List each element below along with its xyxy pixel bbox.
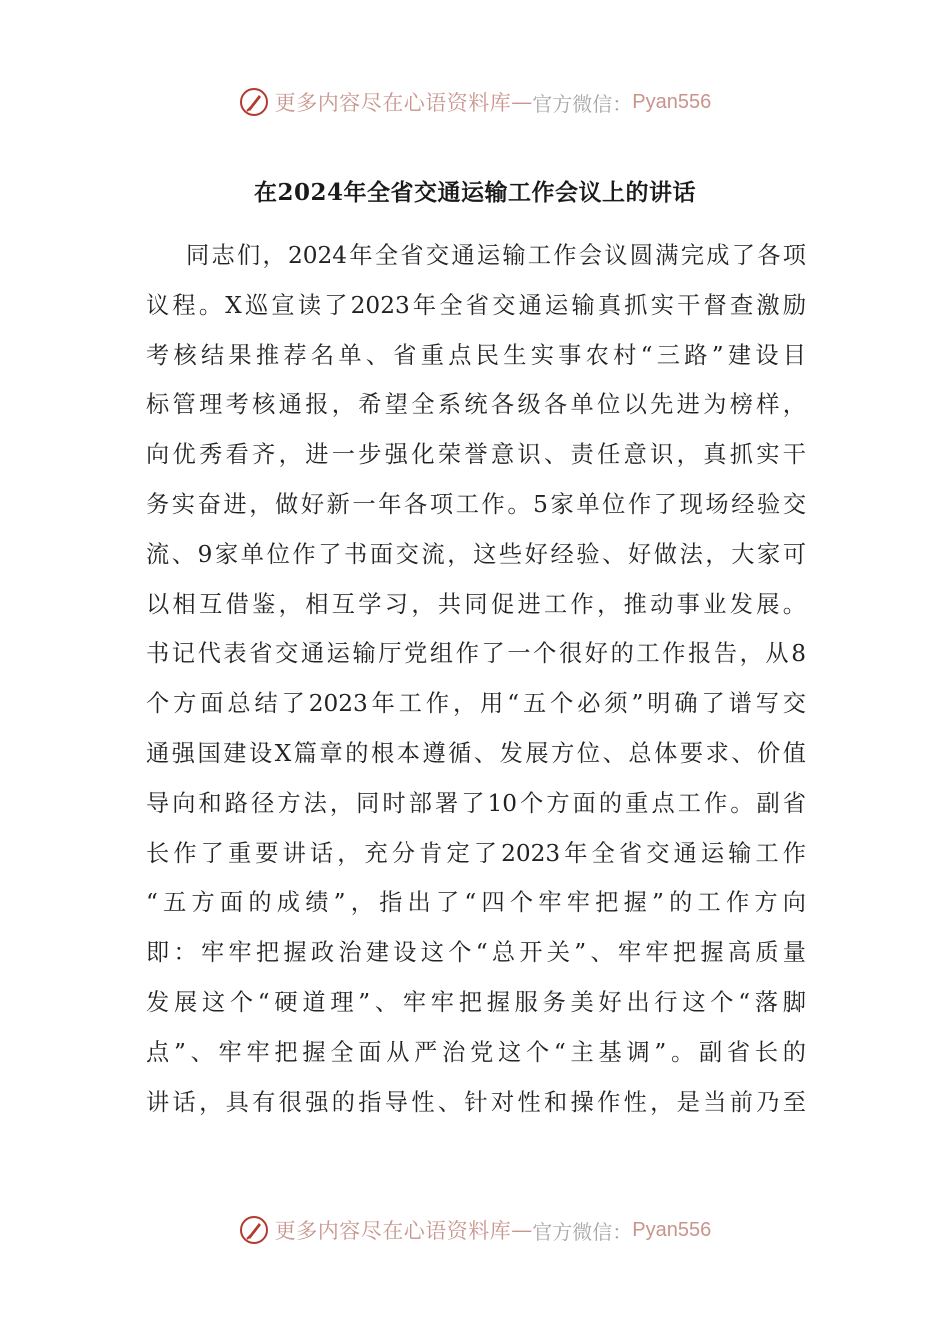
body-line: 向优秀看齐，进一步强化荣誉意识、责任意识，真抓实干 <box>146 441 806 469</box>
watermark-wechat-id: Pyan556 <box>632 1218 712 1241</box>
document-title: 在2024年全省交通运输工作会议上的讲话 <box>253 179 696 206</box>
body-line: 通强国建设X篇章的根本遵循、发展方位、总体要求、价值 <box>146 739 806 767</box>
body-line: 发展这个“硬道理”、牢牢把握服务美好出行这个“落脚 <box>146 988 806 1016</box>
watermark-wechat-label: 官方微信： <box>532 1219 633 1244</box>
document-body <box>146 231 806 1127</box>
body-line: 点”、牢牢把握全面从严治党这个“主基调”。副省长的 <box>146 1038 806 1066</box>
body-line: 导向和路径方法，同时部署了10个方面的重点工作。副省 <box>146 789 806 817</box>
body-line: 标管理考核通报，希望全系统各级各单位以先进为榜样， <box>146 391 806 419</box>
body-line: 议程。X巡宣读了2023年全省交通运输真抓实干督查激励 <box>146 291 806 319</box>
body-line: 个方面总结了2023年工作，用“五个必须”明确了谱写交 <box>146 690 806 718</box>
watermark-separator: — <box>511 1218 533 1242</box>
watermark-header <box>0 82 950 122</box>
quill-logo-icon <box>239 87 269 117</box>
body-line: 讲话，具有很强的指导性、针对性和操作性，是当前乃至 <box>146 1088 806 1116</box>
watermark-wechat-label: 官方微信： <box>532 91 633 116</box>
watermark-separator: — <box>511 90 533 114</box>
watermark-text: 更多内容尽在心语资料库 <box>274 1219 512 1243</box>
body-line: 以相互借鉴，相互学习，共同促进工作，推动事业发展。 <box>146 590 806 618</box>
quill-logo-icon <box>239 1215 269 1245</box>
body-line: “五方面的成绩”，指出了“四个牢牢把握”的工作方向 <box>146 889 806 917</box>
body-line: 长作了重要讲话，充分肯定了2023年全省交通运输工作 <box>146 839 806 867</box>
watermark-wechat-id: Pyan556 <box>632 90 712 113</box>
body-line: 即：牢牢把握政治建设这个“总开关”、牢牢把握高质量 <box>146 939 806 967</box>
body-line: 书记代表省交通运输厅党组作了一个很好的工作报告，从8 <box>146 640 806 668</box>
body-line: 务实奋进，做好新一年各项工作。5家单位作了现场经验交 <box>146 490 806 518</box>
watermark-text: 更多内容尽在心语资料库 <box>274 91 512 115</box>
body-line: 同志们，2024年全省交通运输工作会议圆满完成了各项 <box>186 242 806 269</box>
watermark-footer <box>0 1210 950 1250</box>
body-line: 流、9家单位作了书面交流，这些好经验、好做法，大家可 <box>146 540 806 568</box>
body-line: 考核结果推荐名单、省重点民生实事农村“三路”建设目 <box>146 341 806 369</box>
